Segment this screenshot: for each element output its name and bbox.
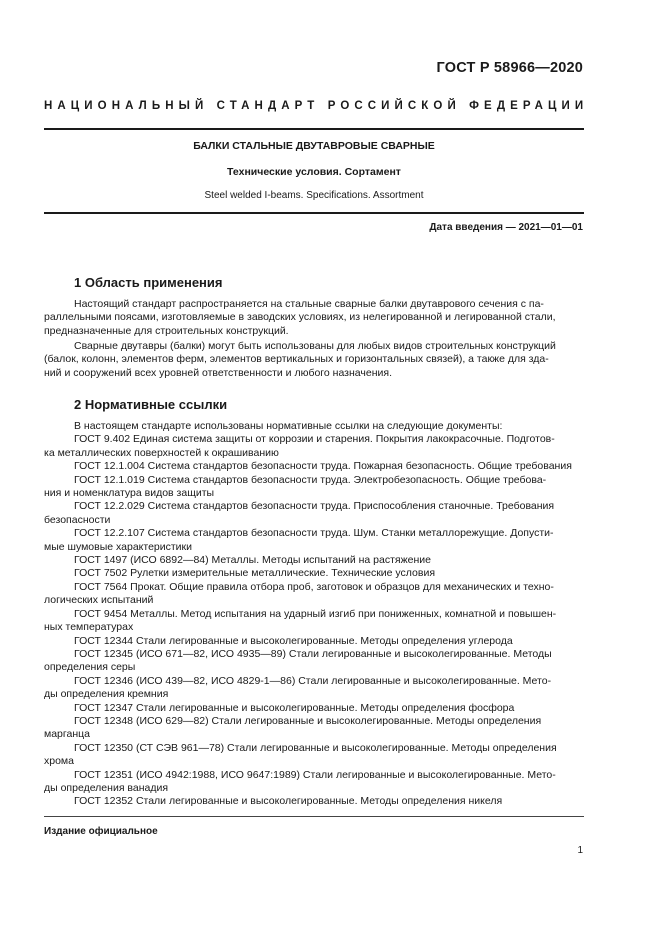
text-line: раллельными поясами, изготовляемые в заводских условиях, из нелегированной и легированной стали,	[44, 311, 556, 324]
reference-line: ГОСТ 12344 Стали легированные и высоколегированные. Методы определения углерода	[74, 634, 513, 647]
text-line: Настоящий стандарт распространяется на стальные сварные балки двутаврового сечения с па-	[74, 298, 544, 310]
text-line: В настоящем стандарте использованы нормативные ссылки на следующие документы:	[74, 420, 503, 432]
text-line: Сварные двутавры (балки) могут быть использованы для любых видов строительных конструкций	[74, 340, 556, 352]
reference-line: ка металлических поверхностей к окрашиванию	[44, 446, 279, 459]
section-1-paragraph-1	[44, 298, 584, 338]
reference-line: ГОСТ 7564 Прокат. Общие правила отбора проб, заготовок и образцов для механических и техно-	[74, 580, 554, 593]
reference-line: мые шумовые характеристики	[44, 540, 192, 553]
reference-line: ды определения кремния	[44, 688, 169, 701]
reference-line: ГОСТ 12.1.019 Система стандартов безопасности труда. Электробезопасность. Общие требова-	[74, 473, 547, 486]
reference-line: ных температурах	[44, 621, 134, 634]
standard-title: БАЛКИ СТАЛЬНЫЕ ДВУТАВРОВЫЕ СВАРНЫЕ	[193, 140, 435, 152]
footer-rule	[44, 816, 584, 817]
reference-line: марганца	[44, 728, 90, 741]
reference-line: ГОСТ 12345 (ИСО 671—82, ИСО 4935—89) Стали легированные и высоколегированные. Методы	[74, 647, 552, 660]
text-line: (балок, колонн, элементов ферм, элементов вертикальных и горизонтальных связей), а также для зда-	[44, 353, 549, 366]
english-title: Steel welded I-beams. Specifications. Assortment	[204, 190, 424, 201]
reference-line: ГОСТ 12347 Стали легированные и высоколегированные. Методы определения фосфора	[74, 701, 515, 714]
reference-line: ды определения ванадия	[44, 781, 169, 794]
reference-line: ГОСТ 12352 Стали легированные и высоколегированные. Методы определения никеля	[74, 795, 503, 808]
reference-line: определения серы	[44, 661, 136, 674]
section-1-heading: 1 Область применения	[74, 275, 223, 290]
reference-line: ГОСТ 9454 Металлы. Метод испытания на ударный изгиб при пониженных, комнатной и повышен-	[74, 607, 557, 620]
text-line: предназначенные для строительных конструкций.	[44, 324, 289, 337]
reference-line: ГОСТ 12.2.107 Система стандартов безопасности труда. Шум. Станки металлорежущие. Допусти-	[74, 527, 554, 540]
page-number: 1	[577, 845, 583, 856]
text-line: ний и сооружений всех уровней ответственности и любого назначения.	[44, 366, 392, 379]
reference-line: хрома	[44, 755, 74, 768]
doc-number: ГОСТ Р 58966—2020	[436, 60, 583, 76]
national-standard-banner: НАЦИОНАЛЬНЫЙ СТАНДАРТ РОССИЙСКОЙ ФЕДЕРАЦИИ	[44, 100, 589, 112]
reference-line: ГОСТ 1497 (ИСО 6892—84) Металлы. Методы испытаний на растяжение	[74, 554, 431, 567]
reference-line: ГОСТ 12350 (СТ СЭВ 961—78) Стали легированные и высоколегированные. Методы определения	[74, 741, 557, 754]
title-rule	[44, 212, 584, 214]
introduction-date: Дата введения — 2021—01—01	[429, 222, 583, 233]
reference-line: безопасности	[44, 513, 111, 526]
reference-line: ГОСТ 7502 Рулетки измерительные металлические. Технические условия	[74, 567, 436, 580]
section-2-heading: 2 Нормативные ссылки	[74, 397, 228, 412]
reference-line: ГОСТ 12351 (ИСО 4942:1988, ИСО 9647:1989) Стали легированные и высоколегированные. Мето-	[74, 768, 556, 781]
reference-line: ГОСТ 12.1.004 Система стандартов безопасности труда. Пожарная безопасность. Общие требования	[74, 460, 572, 473]
reference-line: ГОСТ 12346 (ИСО 439—82, ИСО 4829-1—86) Стали легированные и высоколегированные. Мето-	[74, 674, 552, 687]
reference-line: ГОСТ 12348 (ИСО 629—82) Стали легированные и высоколегированные. Методы определения	[74, 714, 542, 727]
reference-line: ГОСТ 9.402 Единая система защиты от коррозии и старения. Покрытия лакокрасочные. Подготов-	[74, 433, 555, 446]
official-edition-label: Издание официальное	[44, 826, 158, 837]
section-1-paragraph-2	[44, 340, 584, 380]
reference-line: ГОСТ 12.2.029 Система стандартов безопасности труда. Приспособления станочные. Требования	[74, 500, 555, 513]
normative-references-list	[44, 420, 584, 809]
reference-line: логических испытаний	[44, 594, 154, 607]
header-rule	[44, 128, 584, 130]
reference-line: ния и номенклатура видов защиты	[44, 487, 215, 500]
standard-subtitle: Технические условия. Сортамент	[227, 166, 401, 178]
